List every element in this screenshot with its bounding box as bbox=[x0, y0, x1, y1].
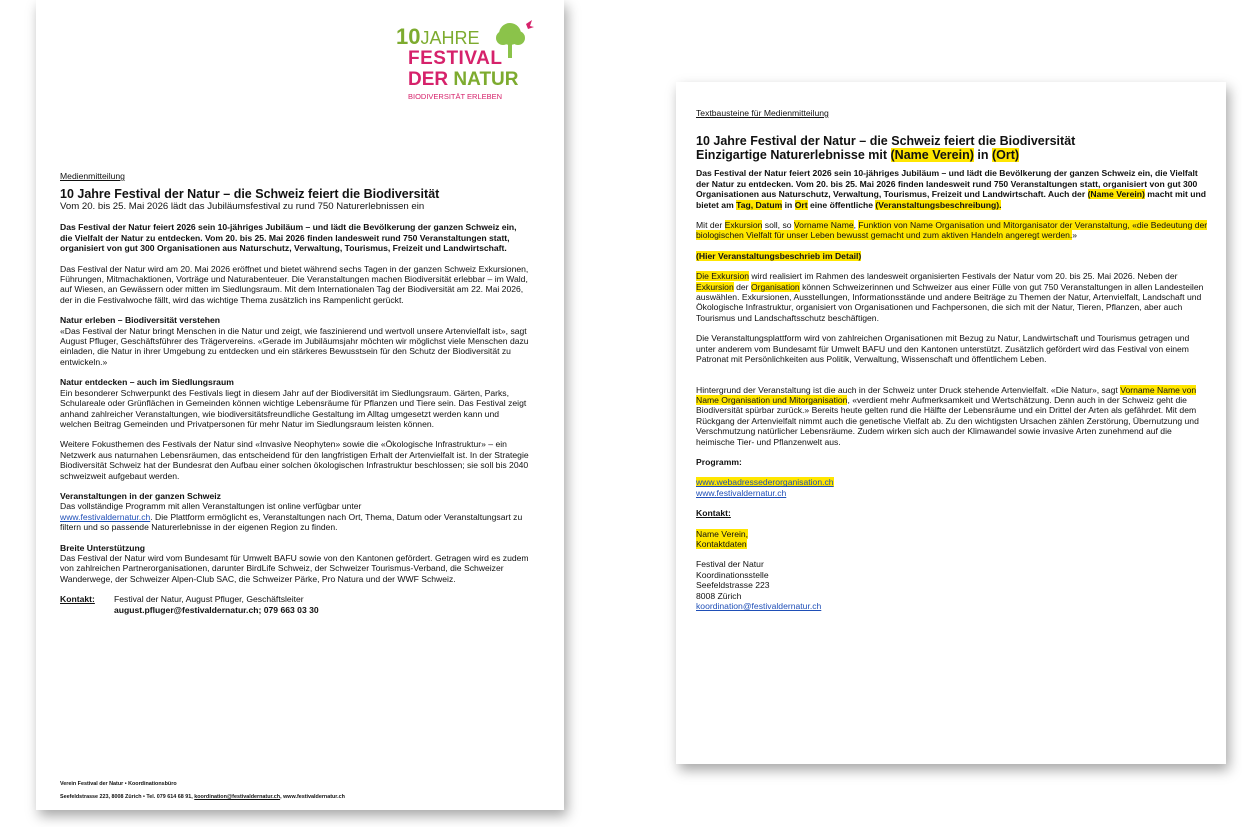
contact-placeholder: Kontaktdaten bbox=[696, 538, 747, 549]
text-modules-page bbox=[676, 82, 1226, 764]
contact-placeholder: Name Verein, bbox=[696, 528, 749, 539]
press-release-body bbox=[60, 171, 530, 615]
document-label: Medienmitteilung bbox=[60, 171, 125, 181]
letterhead-footer: Verein Festival der Natur • Koordinationsbüro Seefeldstrasse 223, 8008 Zürich • Tel. 079 614 68 91, koordination@festivaldernatur.ch, www.festivaldernatur.ch bbox=[60, 781, 345, 800]
organisation-website-link[interactable]: www.webadressederorganisation.ch bbox=[696, 477, 834, 488]
detail-placeholder: (Hier Veranstaltungsbeschrieb im Detail) bbox=[696, 250, 862, 261]
festival-website-link[interactable]: www.festivaldernatur.ch bbox=[60, 511, 151, 522]
address-line: 8008 Zürich bbox=[696, 590, 742, 601]
paragraph-opening: Das Festival der Natur wird am 20. Mai 2026 eröffnet und bietet während sechs Tagen in der ganzen Schweiz Exkursionen, Führungen, Mitmachaktionen, Vorträge und Naturabenteuer. Die Veranstaltungen machen Biodiversität erlebbar – im Wald, auf Wiesen, an Gewässern oder mitten im Siedlungsraum. Mit dem Internationalen Tag der Biodiversität am 22. Mai 2026, der in die Festivalwoche fällt, wird das wichtige Thema zusätzlich ins Rampenlicht gerückt. bbox=[60, 263, 529, 305]
section-heading: Breite Unterstützung bbox=[60, 542, 145, 553]
paragraph-background: Hintergrund der Veranstaltung ist die auch in der Schweiz unter Druck stehende Artenvielfalt. «Die Natur», sagt Vorname Name von Name Organisation und Mitorganisation, «verdient mehr Aufmerksamkeit und Wertschätzung. Denn auch in der Schweiz geht die Biodiversität spürbar zurück.» Bereits heute gelten rund die Hälfte der Lebensräume und ein Drittel der Arten als gefährdet. Mit dem Rückgang der Artenvielfalt nimmt auch die genetische Vielfalt ab. Zu den wichtigsten Ursachen zählen Zerstörung, Übernutzung und Verschmutzung natürlicher Lebensräume. Zudem wirken sich auch der Klimawandel sowie invasive Arten zunehmend auf die heimische Tier- und Pflanzenwelt aus. bbox=[696, 384, 1199, 447]
lead-paragraph: Das Festival der Natur feiert 2026 sein 10-jähriges Jubiläum – und lädt die Bevölkerung der ganzen Schweiz ein, die Vielfalt der Natur zu entdecken. Vom 20. bis 25. Mai 2026 finden landesweit rund 750 Veranstaltungen statt, organisiert von gut 300 Organisationen aus Naturschutz, Verwaltung, Tourismus, Freizeit und Landwirtschaft. Auch der (Name Verein) macht mit und bietet am Tag, Datum in Ort eine öffentliche (Veranstaltungsbeschreibung). bbox=[696, 168, 1207, 210]
section-heading: Natur entdecken – auch im Siedlungsraum bbox=[60, 377, 234, 388]
paragraph-excursion: Die Exkursion wird realisiert im Rahmen des landesweit organisierten Festivals der Natur vom 20. bis 25. Mai 2026. Neben der Exkursion der Organisation können Schweizerinnen und Schweizer aus einer Fülle von gut 750 Veranstaltungen in allen Landesteilen auswählen. Exkursionen, Ausstellungen, Informationsstände und andere Beiträge zu Themen der Natur, Artenvielfalt, Landschaft und Ökologische Infrastruktur, organisiert von Organisationen und Fachpersonen, die sich mit der Natur, Tieren, Pflanzen, aber auch Tourismus und Landschaftsschutz beschäftigen. bbox=[696, 271, 1204, 323]
paragraph-quote: Mit der Exkursion soll, so Vorname Name, Funktion von Name Organisation und Mitorganisator der Veranstaltung, «die Bedeutung der biologischen Vielfalt für unser Leben bewusst gemacht und zum aktiven Handeln angeregt werden.» bbox=[696, 220, 1208, 241]
press-release-page bbox=[36, 0, 564, 810]
document-label: Textbausteine für Medienmitteilung bbox=[696, 108, 829, 118]
footer-email-link[interactable]: koordination@festivaldernatur.ch bbox=[194, 793, 281, 800]
contact-label: Kontakt: bbox=[696, 508, 731, 519]
contact-email-phone: august.pfluger@festivaldernatur.ch; 079 663 03 30 bbox=[114, 604, 319, 615]
program-label: Programm: bbox=[696, 456, 742, 467]
paragraph-platform: Die Veranstaltungsplattform wird von zahlreichen Organisationen mit Bezug zu Natur, Landwirtschaft und Tourismus getragen und unter anderem vom Bundesamt für Umwelt BAFU und den Kantonen unterstützt. Zusätzlich gefördert wird das Festival von einem Patronat mit Persönlichkeiten aus Politik, Verwaltung, Wissenschaft und öffentlichem Leben. bbox=[696, 333, 1190, 365]
page-subtitle: Einzigartige Naturerlebnisse mit (Name Verein) in (Ort) bbox=[696, 148, 1020, 163]
address-line: Festival der Natur bbox=[696, 559, 764, 570]
contact-details: Festival der Natur, August Pfluger, Geschäftsleiter august.pfluger@festivaldernatur.ch; 079 663 03 30 bbox=[114, 594, 319, 615]
festival-logo bbox=[396, 20, 536, 102]
contact-label: Kontakt: bbox=[60, 594, 95, 605]
page-title: 10 Jahre Festival der Natur – die Schweiz feiert die Biodiversität bbox=[60, 187, 440, 202]
logo-line-years: 10JAHRE bbox=[396, 24, 480, 49]
section-heading: Veranstaltungen in der ganzen Schweiz bbox=[60, 490, 221, 501]
text-modules-body bbox=[696, 108, 1211, 611]
address-line: Koordinationsstelle bbox=[696, 569, 769, 580]
paragraph-program: Das vollständige Programm mit allen Veranstaltungen ist online verfügbar unter www.festivaldernatur.ch. Die Plattform ermöglicht es, Veranstaltungen nach Ort, Thema, Datum oder Veranstaltungsart zu filtern und so passende Naturerlebnisse in der eigenen Region zu finden. bbox=[60, 501, 523, 533]
paragraph-quote: «Das Festival der Natur bringt Menschen in die Natur und zeigt, wie faszinierend und wertvoll unsere Artenvielfalt ist», sagt August Pfluger, Geschäftsführer des Trägervereins. «Gerade im Jubiläumsjahr möchten wir möglichst viele Menschen dazu einladen, die Natur in ihrer Umgebung zu entdecken und ein stärkeres Bewusstsein für den Schutz der Biodiversität zu entwickeln.» bbox=[60, 325, 529, 367]
page-subtitle: Vom 20. bis 25. Mai 2026 lädt das Jubiläumsfestival zu rund 750 Naturerlebnissen ein bbox=[60, 201, 425, 213]
logo-tagline: BIODIVERSITÄT ERLEBEN bbox=[408, 92, 503, 101]
festival-website-link[interactable]: www.festivaldernatur.ch bbox=[696, 487, 787, 498]
contact-block bbox=[60, 594, 530, 615]
coordination-email-link[interactable]: koordination@festivaldernatur.ch bbox=[696, 601, 822, 611]
logo-line-der-natur: DER NATUR bbox=[408, 69, 519, 90]
address-line: Seefeldstrasse 223 bbox=[696, 580, 770, 591]
paragraph-focus: Weitere Fokusthemen des Festivals der Natur sind «Invasive Neophyten» sowie die «Ökologische Infrastruktur» – ein Netzwerk aus naturnahen Lebensräumen, das entscheidend für den langfristigen Erhalt der Artenvielfalt ist. In der Strategie Biodiversität Schweiz hat der Bundesrat den Aufbau einer solchen ökologischen Infrastruktur beschlossen; sie soll bis 2040 schweizweit aufgebaut werden. bbox=[60, 439, 529, 481]
section-heading: Natur erleben – Biodiversität verstehen bbox=[60, 315, 220, 326]
paragraph-support: Das Festival der Natur wird vom Bundesamt für Umwelt BAFU sowie von den Kantonen gefördert. Getragen wird es zudem von zahlreichen Partnerorganisationen, darunter BirdLife Schweiz, der Schweizer Tourismus-Verband, die Schweizer Wanderwege, der Schweizer Alpen-Club SAC, die Schweizer Pärke, Pro Natura und der WWF Schweiz. bbox=[60, 552, 529, 584]
placeholder-highlight: (Name Verein) bbox=[890, 148, 974, 163]
placeholder-highlight: (Ort) bbox=[991, 148, 1020, 163]
logo-line-festival: FESTIVAL bbox=[408, 48, 503, 69]
lead-paragraph: Das Festival der Natur feiert 2026 sein 10-jähriges Jubiläum – und lädt die Bevölkerung der ganzen Schweiz ein, die Vielfalt der Natur zu entdecken. Vom 20. bis 25. Mai 2026 finden landesweit rund 750 Veranstaltungen statt, organisiert von gut 300 Organisationen aus Naturschutz, Verwaltung, Tourismus, Freizeit und Landwirtschaft. bbox=[60, 222, 517, 254]
paragraph-settlement: Ein besonderer Schwerpunkt des Festivals liegt in diesem Jahr auf der Biodiversität im Siedlungsraum. Gärten, Parks, Schulareale oder Grünflächen in Gemeinden können wichtige Lebensräume für Pflanzen und Tiere sein. Das Festival zeigt anhand zahlreicher Veranstaltungen, wie biodiversitätsfreundliche Gestaltung im Alltag umgesetzt werden kann und welchen Beitrag Gemeinden und Privatpersonen für mehr Natur im Siedlungsraum leisten können. bbox=[60, 387, 527, 429]
page-title: 10 Jahre Festival der Natur – die Schweiz feiert die Biodiversität bbox=[696, 134, 1076, 149]
